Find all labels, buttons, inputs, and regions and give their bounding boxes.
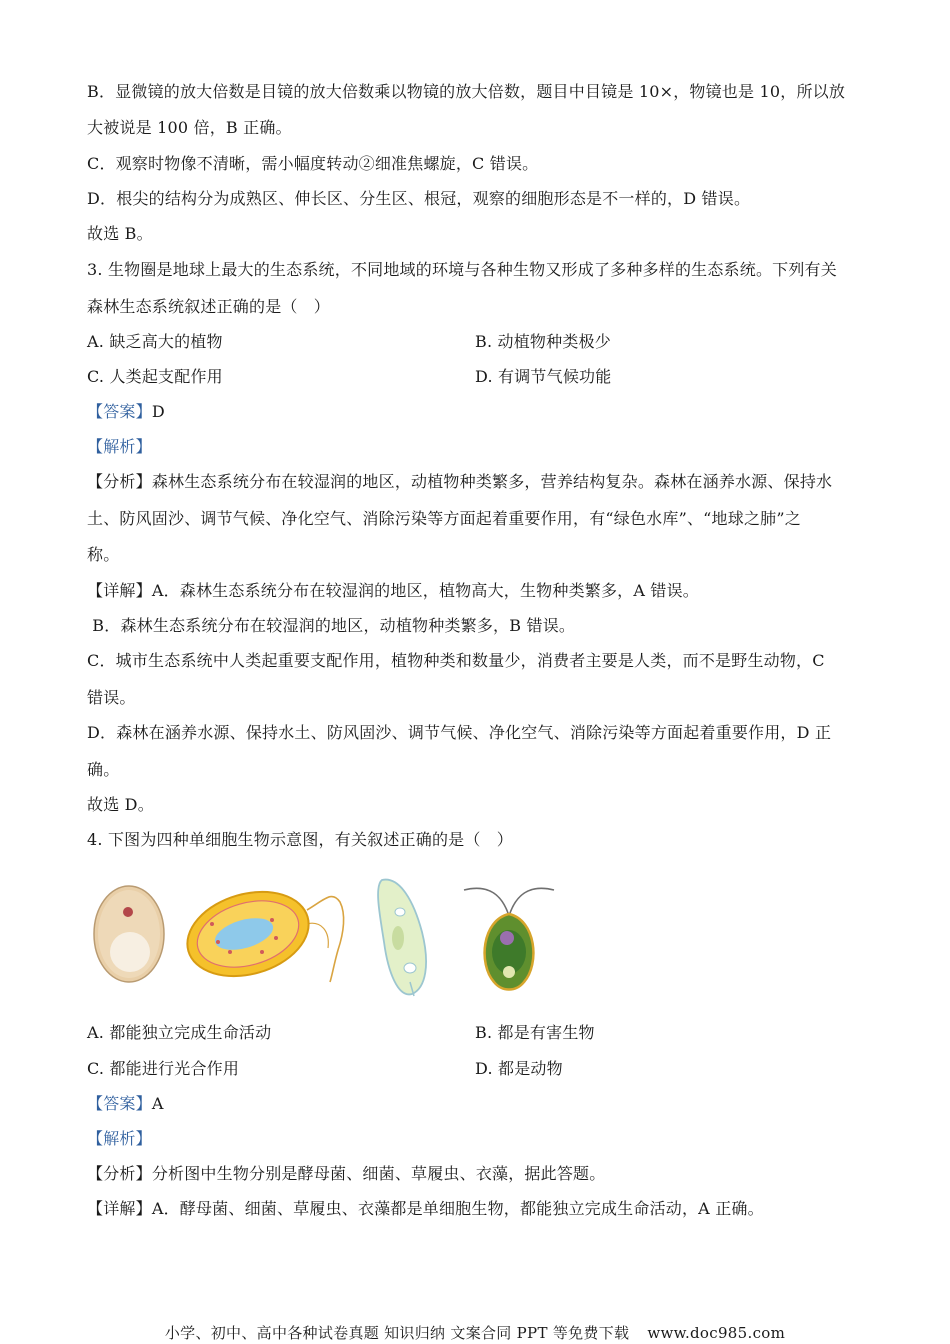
q3-fenxi-tag: 【分析】: [87, 472, 152, 491]
q2-option-b-line2: 大被说是 100 倍，B 正确。: [87, 118, 292, 137]
q4-answer-tag: 【答案】: [87, 1094, 152, 1113]
footer-url[interactable]: www.doc985.com: [647, 1324, 786, 1342]
yeast-cell-illustration: [94, 886, 164, 982]
q3-fenxi-line2: 土、防风固沙、调节气候、净化空气、消除污染等方面起着重要作用，有“绿色水库”、“地球之肺”之: [87, 509, 801, 528]
paramecium-illustration: [378, 880, 426, 996]
q3-stem-line1: 3. 生物圈是地球上最大的生态系统，不同地域的环境与各种生物又形成了多种多样的生态系统。下列有关: [87, 260, 837, 279]
q4-fenxi-tag: 【分析】: [87, 1164, 152, 1183]
q2-conclusion: 故选 B。: [87, 224, 153, 243]
q4-options-row1: [87, 1021, 867, 1045]
q3-option-a: A. 缺乏高大的植物: [87, 332, 223, 351]
q3-analysis-tag: 【解析】: [87, 437, 152, 456]
q2-option-b-line1: B．显微镜的放大倍数是目镜的放大倍数乘以物镜的放大倍数，题目中目镜是 10×，物镜也是 10，所以放: [87, 82, 846, 101]
q4-analysis-tag: 【解析】: [87, 1129, 152, 1148]
q4-xiangjie-tag: 【详解】: [87, 1199, 152, 1218]
q4-answer-value: A: [151, 1094, 164, 1113]
q4-stem: 4. 下图为四种单细胞生物示意图，有关叙述正确的是（ ）: [87, 830, 513, 849]
q3-xiangjie-c-line2: 错误。: [87, 688, 136, 707]
q3-options-row2: [87, 365, 867, 389]
q3-fenxi-text1: 森林生态系统分布在较湿润的地区，动植物种类繁多，营养结构复杂。森林在涵养水源、保持水: [151, 472, 833, 491]
q4-xiangjie-a-text: A．酵母菌、细菌、草履虫、衣藻都是单细胞生物，都能独立完成生命活动，A 正确。: [151, 1199, 764, 1218]
q3-xiangjie-d-line2: 确。: [87, 760, 120, 779]
q4-option-d: D. 都是动物: [475, 1059, 563, 1078]
q4-options-row2: [87, 1057, 867, 1081]
q3-fenxi-line1: [87, 470, 867, 494]
bacterium-illustration: [177, 878, 343, 989]
q4-fenxi-text: 分析图中生物分别是酵母菌、细菌、草履虫、衣藻，据此答题。: [151, 1164, 606, 1183]
q4-answer: [87, 1092, 867, 1116]
q4-option-c: C. 都能进行光合作用: [87, 1059, 240, 1078]
q3-option-c: C. 人类起支配作用: [87, 367, 223, 386]
q3-xiangjie-b: B．森林生态系统分布在较湿润的地区，动植物种类繁多，B 错误。: [87, 616, 576, 635]
q3-conclusion: 故选 D。: [87, 795, 154, 814]
q3-fenxi-line3: 称。: [87, 545, 120, 564]
q3-answer: [87, 400, 867, 424]
chlamydomonas-illustration: [464, 888, 554, 989]
q3-option-d: D. 有调节气候功能: [475, 367, 612, 386]
q3-options-row1: [87, 330, 867, 354]
q3-xiangjie-c-line1: C．城市生态系统中人类起重要支配作用，植物种类和数量少，消费者主要是人类，而不是野生动物，C: [87, 651, 825, 670]
page-footer: [0, 1322, 950, 1343]
q4-fenxi: [87, 1162, 867, 1186]
q2-option-d: D．根尖的结构分为成熟区、伸长区、分生区、根冠，观察的细胞形态是不一样的，D 错误。: [87, 189, 751, 208]
q3-stem-line2: 森林生态系统叙述正确的是（ ）: [87, 297, 331, 316]
q3-xiangjie-d-line1: D．森林在涵养水源、保持水土、防风固沙、调节气候、净化空气、消除污染等方面起着重要作用，D 正: [87, 723, 832, 742]
q2-option-c: C．观察时物像不清晰，需小幅度转动②细准焦螺旋，C 错误。: [87, 154, 539, 173]
q3-xiangjie-a: [87, 579, 867, 603]
q3-xiangjie-a-text: A．森林生态系统分布在较湿润的地区，植物高大，生物种类繁多，A 错误。: [151, 581, 700, 600]
q3-answer-value: D: [151, 402, 165, 421]
q3-answer-tag: 【答案】: [87, 402, 152, 421]
q4-option-b: B. 都是有害生物: [475, 1023, 595, 1042]
q3-option-b: B. 动植物种类极少: [475, 332, 611, 351]
q4-option-a: A. 都能独立完成生命活动: [87, 1023, 272, 1042]
q3-xiangjie-tag: 【详解】: [87, 581, 152, 600]
single-cell-organisms-figure: [92, 872, 572, 1002]
footer-text: 小学、初中、高中各种试卷真题 知识归纳 文案合同 PPT 等免费下载: [164, 1324, 630, 1342]
q4-xiangjie-a: [87, 1197, 867, 1221]
